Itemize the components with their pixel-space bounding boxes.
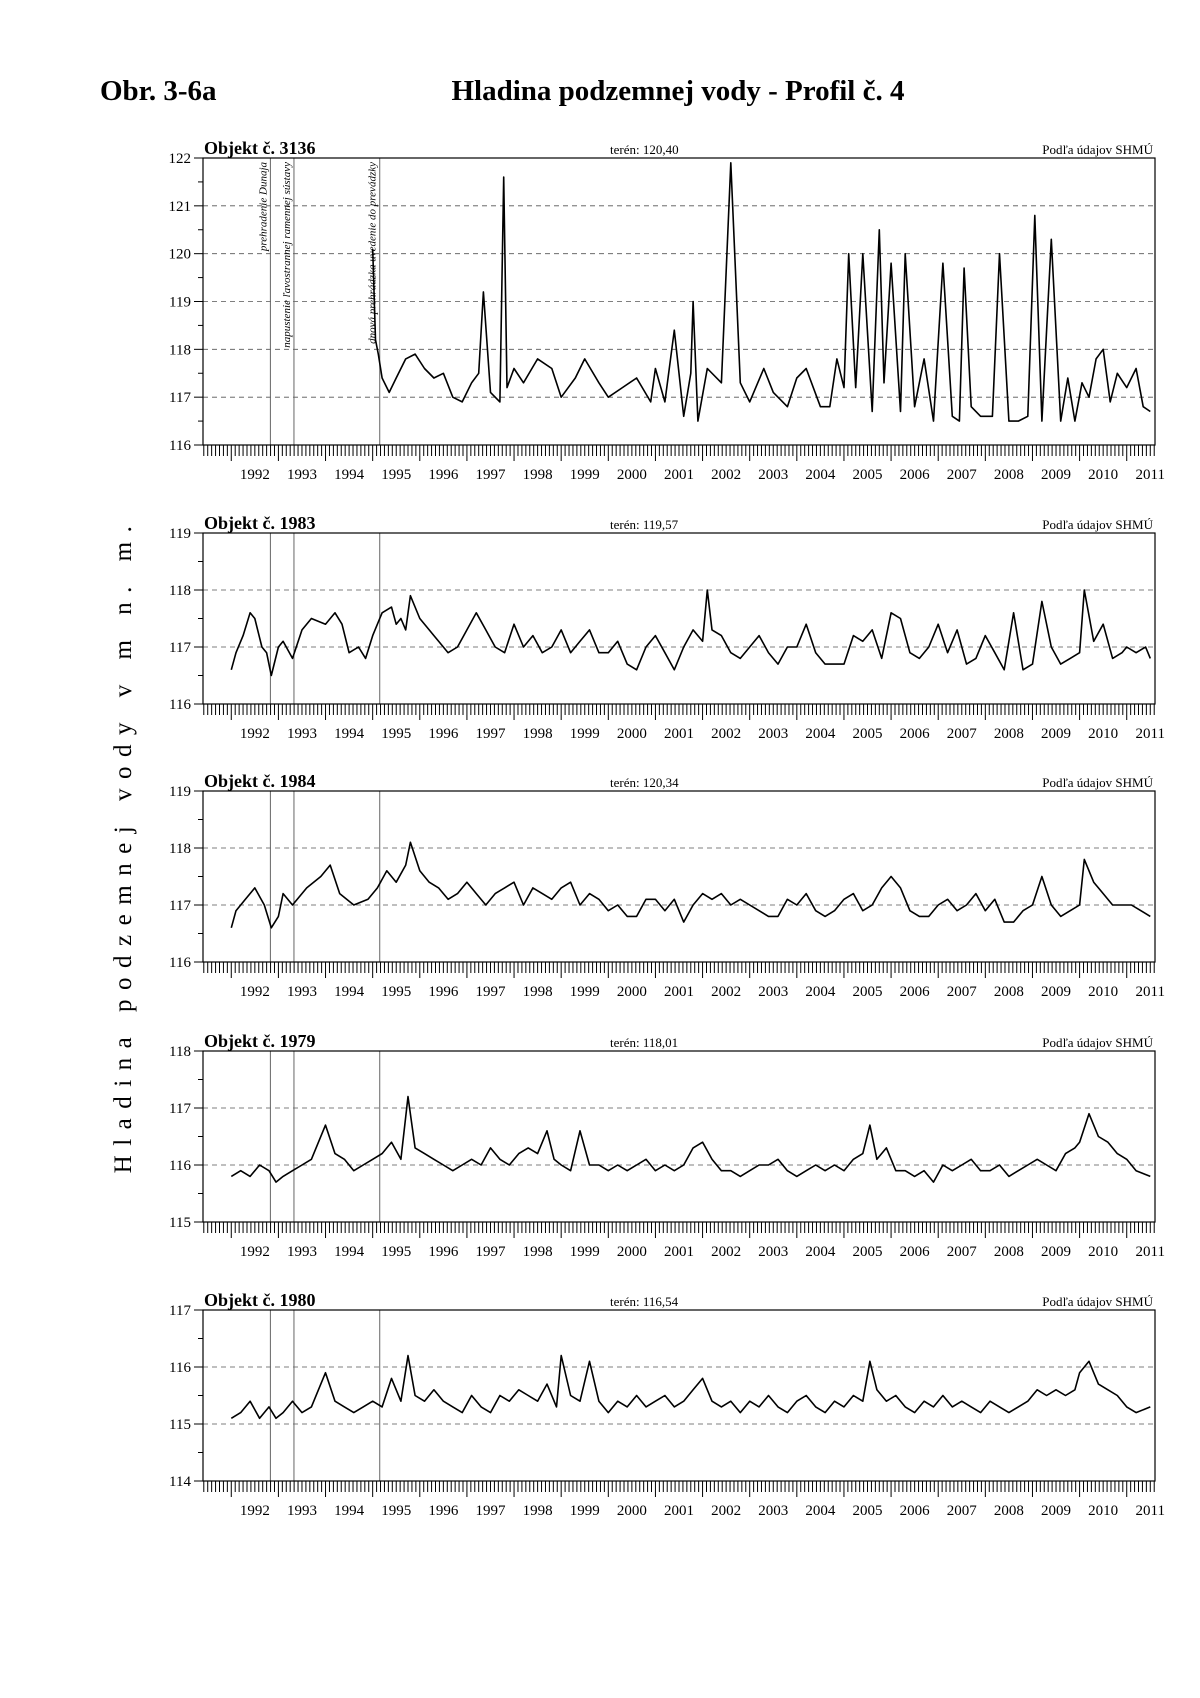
x-tick-label: 2005 bbox=[852, 1503, 883, 1519]
x-tick-label: 2000 bbox=[616, 1503, 647, 1519]
y-tick-label: 114 bbox=[169, 1474, 191, 1490]
y-tick-label: 117 bbox=[169, 1303, 191, 1319]
x-tick-label: 1993 bbox=[286, 467, 317, 483]
event-label: prehradenie Dunaja bbox=[257, 162, 270, 252]
x-tick-label: 2008 bbox=[993, 984, 1024, 1000]
x-tick-label: 1992 bbox=[239, 467, 270, 483]
x-tick-label: 2011 bbox=[1135, 1503, 1166, 1519]
plot-frame bbox=[203, 158, 1155, 445]
x-tick-label: 1997 bbox=[475, 984, 506, 1000]
terrain-level: terén: 119,57 bbox=[610, 517, 679, 532]
y-tick-label: 116 bbox=[169, 438, 191, 454]
x-tick-label: 2011 bbox=[1135, 467, 1166, 483]
y-tick-label: 116 bbox=[169, 1360, 191, 1376]
x-tick-label: 2011 bbox=[1135, 726, 1166, 742]
x-tick-label: 2008 bbox=[993, 467, 1024, 483]
x-tick-label: 1996 bbox=[428, 1244, 459, 1260]
x-tick-label: 1995 bbox=[381, 984, 412, 1000]
y-tick-label: 120 bbox=[168, 246, 191, 263]
event-label: dnová prehrádzka uvedenie do prevádzky bbox=[366, 162, 379, 344]
x-tick-label: 2005 bbox=[852, 1244, 883, 1260]
x-tick-label: 2001 bbox=[664, 984, 694, 1000]
y-tick-label: 115 bbox=[169, 1215, 191, 1231]
panel-title: Objekt č. 1984 bbox=[204, 771, 316, 791]
x-tick-label: 2010 bbox=[1088, 1503, 1119, 1519]
chart-panel-1 bbox=[169, 138, 1166, 483]
x-tick-label: 1999 bbox=[569, 1244, 600, 1260]
x-tick-label: 2001 bbox=[664, 1503, 694, 1519]
y-tick-label: 117 bbox=[169, 898, 191, 914]
x-tick-label: 2004 bbox=[805, 726, 836, 742]
terrain-level: terén: 120,34 bbox=[610, 775, 679, 790]
x-tick-label: 2004 bbox=[805, 1244, 836, 1260]
data-source: Podľa údajov SHMÚ bbox=[1042, 1294, 1153, 1309]
x-tick-label: 2003 bbox=[758, 984, 789, 1000]
x-tick-label: 1994 bbox=[334, 1244, 365, 1260]
x-tick-label: 2007 bbox=[946, 467, 977, 483]
x-tick-label: 2007 bbox=[946, 726, 977, 742]
chart-panel-2 bbox=[169, 513, 1165, 742]
y-tick-label: 122 bbox=[168, 151, 191, 167]
x-tick-label: 1995 bbox=[381, 1244, 412, 1260]
plot-frame bbox=[203, 1051, 1155, 1222]
data-source: Podľa údajov SHMÚ bbox=[1042, 517, 1153, 532]
x-tick-label: 2003 bbox=[758, 726, 789, 742]
y-axis-label: Hladina podzemnej vody v m n. m. bbox=[110, 516, 137, 1174]
terrain-level: terén: 116,54 bbox=[610, 1294, 679, 1309]
x-tick-label: 2007 bbox=[946, 1503, 977, 1519]
series-line bbox=[373, 163, 1151, 421]
x-tick-label: 2009 bbox=[1041, 726, 1072, 742]
y-tick-label: 118 bbox=[169, 841, 191, 857]
x-tick-label: 1997 bbox=[475, 1503, 506, 1519]
y-tick-label: 117 bbox=[169, 390, 191, 407]
x-tick-label: 2000 bbox=[616, 467, 647, 483]
x-tick-label: 2002 bbox=[711, 984, 742, 1000]
x-tick-label: 2001 bbox=[664, 1244, 694, 1260]
y-tick-label: 118 bbox=[169, 1044, 191, 1060]
x-tick-label: 1994 bbox=[334, 726, 365, 742]
x-tick-label: 1992 bbox=[239, 726, 270, 742]
x-tick-label: 1998 bbox=[522, 1244, 553, 1260]
x-tick-label: 1999 bbox=[569, 1503, 600, 1519]
x-tick-label: 2010 bbox=[1088, 467, 1119, 483]
plot-frame bbox=[203, 1310, 1155, 1481]
x-tick-label: 2000 bbox=[616, 726, 647, 742]
x-tick-label: 2010 bbox=[1088, 726, 1119, 742]
x-tick-label: 1992 bbox=[239, 984, 270, 1000]
x-tick-label: 2004 bbox=[805, 1503, 836, 1519]
x-tick-label: 1993 bbox=[286, 726, 317, 742]
chart-panel-4 bbox=[169, 1031, 1165, 1260]
x-tick-label: 2006 bbox=[899, 1503, 930, 1519]
panel-title: Objekt č. 3136 bbox=[204, 138, 316, 158]
x-tick-label: 1997 bbox=[475, 1244, 506, 1260]
y-tick-label: 119 bbox=[169, 294, 191, 311]
x-tick-label: 1992 bbox=[239, 1244, 270, 1260]
x-tick-label: 2006 bbox=[899, 1244, 930, 1260]
x-tick-label: 2003 bbox=[758, 1244, 789, 1260]
event-label: napustenie ľavostrannej ramennej sústavy bbox=[280, 162, 293, 348]
x-tick-label: 2001 bbox=[664, 726, 694, 742]
series-line bbox=[231, 590, 1150, 676]
series-line bbox=[231, 1356, 1150, 1419]
x-tick-label: 2005 bbox=[852, 984, 883, 1000]
series-line bbox=[231, 1097, 1150, 1183]
x-tick-label: 2008 bbox=[993, 1244, 1024, 1260]
y-tick-label: 121 bbox=[168, 198, 191, 215]
y-tick-label: 115 bbox=[169, 1417, 191, 1433]
terrain-level: terén: 120,40 bbox=[610, 142, 679, 157]
data-source: Podľa údajov SHMÚ bbox=[1042, 775, 1153, 790]
x-tick-label: 2010 bbox=[1088, 1244, 1119, 1260]
x-tick-label: 2003 bbox=[758, 1503, 789, 1519]
panels bbox=[169, 138, 1166, 1519]
x-tick-label: 2007 bbox=[946, 1244, 977, 1260]
x-tick-label: 2006 bbox=[899, 726, 930, 742]
plot-frame bbox=[203, 791, 1155, 962]
x-tick-label: 2002 bbox=[711, 1503, 742, 1519]
x-tick-label: 1992 bbox=[239, 1503, 270, 1519]
x-tick-label: 1996 bbox=[428, 467, 459, 483]
series-line bbox=[231, 842, 1150, 928]
x-tick-label: 2001 bbox=[664, 467, 694, 483]
x-tick-label: 2008 bbox=[993, 726, 1024, 742]
chart-panel-5 bbox=[169, 1290, 1165, 1519]
x-tick-label: 2005 bbox=[852, 726, 883, 742]
chart-panel-3 bbox=[169, 771, 1165, 1000]
x-tick-label: 1996 bbox=[428, 984, 459, 1000]
figure-label: Obr. 3-6a bbox=[100, 75, 217, 107]
data-source: Podľa údajov SHMÚ bbox=[1042, 142, 1153, 157]
x-tick-label: 2009 bbox=[1041, 1244, 1072, 1260]
x-tick-label: 1994 bbox=[334, 1503, 365, 1519]
y-tick-label: 117 bbox=[169, 640, 191, 656]
panel-title: Objekt č. 1983 bbox=[204, 513, 316, 533]
x-tick-label: 2009 bbox=[1041, 984, 1072, 1000]
y-tick-label: 116 bbox=[169, 697, 191, 713]
x-tick-label: 2007 bbox=[946, 984, 977, 1000]
y-tick-label: 118 bbox=[169, 583, 191, 599]
x-tick-label: 2009 bbox=[1041, 467, 1072, 483]
x-tick-label: 1998 bbox=[522, 726, 553, 742]
y-tick-label: 116 bbox=[169, 955, 191, 971]
panel-title: Objekt č. 1979 bbox=[204, 1031, 316, 1051]
x-tick-label: 1993 bbox=[286, 1503, 317, 1519]
x-tick-label: 1995 bbox=[381, 467, 412, 483]
y-tick-label: 117 bbox=[169, 1101, 191, 1117]
x-tick-label: 1999 bbox=[569, 726, 600, 742]
y-tick-label: 118 bbox=[169, 342, 191, 359]
x-tick-label: 2000 bbox=[616, 984, 647, 1000]
x-tick-label: 2000 bbox=[616, 1244, 647, 1260]
x-tick-label: 2005 bbox=[852, 467, 883, 483]
x-tick-label: 1997 bbox=[475, 726, 506, 742]
x-tick-label: 2004 bbox=[805, 984, 836, 1000]
x-tick-label: 2009 bbox=[1041, 1503, 1072, 1519]
x-tick-label: 2011 bbox=[1135, 1244, 1166, 1260]
x-tick-label: 1998 bbox=[522, 984, 553, 1000]
data-source: Podľa údajov SHMÚ bbox=[1042, 1035, 1153, 1050]
y-tick-label: 119 bbox=[169, 526, 191, 542]
x-tick-label: 1994 bbox=[334, 984, 365, 1000]
x-tick-label: 1999 bbox=[569, 467, 600, 483]
x-tick-label: 1999 bbox=[569, 984, 600, 1000]
x-tick-label: 2010 bbox=[1088, 984, 1119, 1000]
x-tick-label: 1998 bbox=[522, 1503, 553, 1519]
x-tick-label: 1998 bbox=[522, 467, 553, 483]
x-tick-label: 2006 bbox=[899, 984, 930, 1000]
x-tick-label: 2008 bbox=[993, 1503, 1024, 1519]
x-tick-label: 1993 bbox=[286, 984, 317, 1000]
x-tick-label: 2006 bbox=[899, 467, 930, 483]
x-tick-label: 1995 bbox=[381, 1503, 412, 1519]
x-tick-label: 2002 bbox=[711, 467, 742, 483]
x-tick-label: 2011 bbox=[1135, 984, 1166, 1000]
x-tick-label: 2003 bbox=[758, 467, 789, 483]
y-tick-label: 119 bbox=[169, 784, 191, 800]
x-tick-label: 2002 bbox=[711, 726, 742, 742]
panel-title: Objekt č. 1980 bbox=[204, 1290, 316, 1310]
x-tick-label: 2004 bbox=[805, 467, 836, 483]
figure-title: Hladina podzemnej vody - Profil č. 4 bbox=[451, 75, 905, 107]
x-tick-label: 1996 bbox=[428, 726, 459, 742]
x-tick-label: 2002 bbox=[711, 1244, 742, 1260]
x-tick-label: 1997 bbox=[475, 467, 506, 483]
x-tick-label: 1996 bbox=[428, 1503, 459, 1519]
y-tick-label: 116 bbox=[169, 1158, 191, 1174]
x-tick-label: 1995 bbox=[381, 726, 412, 742]
terrain-level: terén: 118,01 bbox=[610, 1035, 679, 1050]
x-tick-label: 1994 bbox=[334, 467, 365, 483]
x-tick-label: 1993 bbox=[286, 1244, 317, 1260]
